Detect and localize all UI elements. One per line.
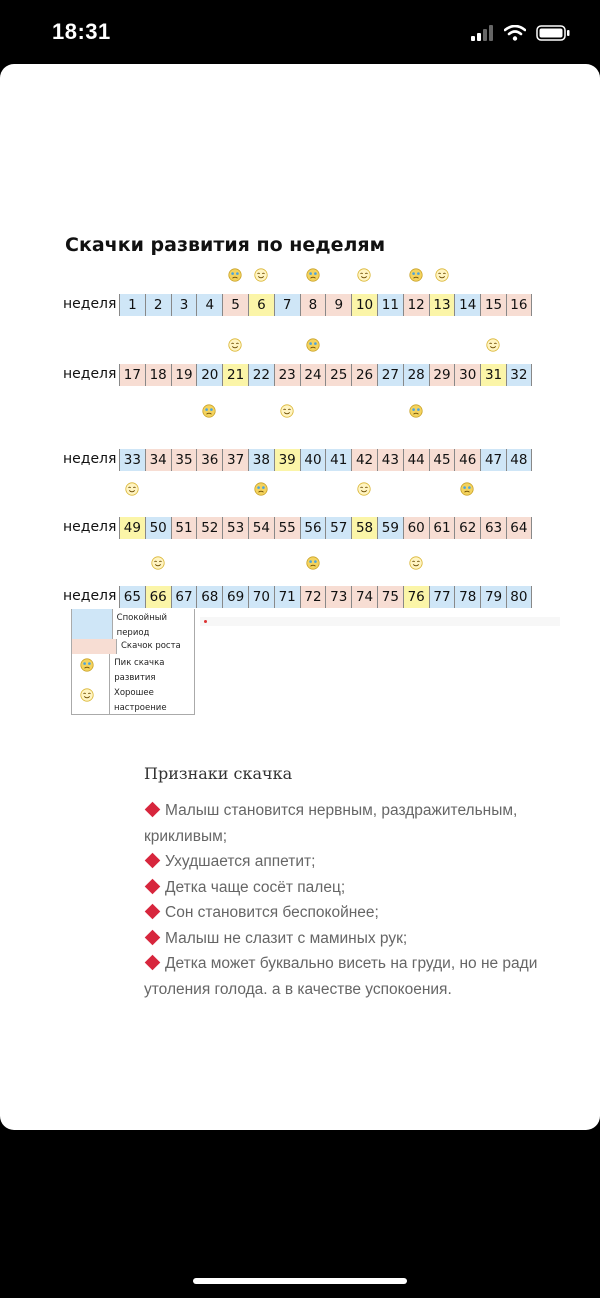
week-cell-28: 28 xyxy=(403,364,429,386)
crying-face-icon xyxy=(460,482,474,496)
week-cell-39: 39 xyxy=(274,449,300,471)
week-cell-65: 65 xyxy=(119,586,145,608)
status-icons xyxy=(470,22,570,44)
red-diamond-icon xyxy=(145,955,161,971)
battery-icon xyxy=(536,25,570,41)
sign-item xyxy=(144,926,564,952)
sign-text: Сон становится беспокойнее; xyxy=(165,904,379,921)
week-row-label: неделя xyxy=(63,366,117,382)
crying-face-icon xyxy=(306,338,320,352)
week-cell-57: 57 xyxy=(325,517,351,539)
week-cell-56: 56 xyxy=(300,517,326,539)
week-cell-60: 60 xyxy=(403,517,429,539)
week-cell-13: 13 xyxy=(429,294,455,316)
status-time: 18:31 xyxy=(52,19,111,44)
smiling-face-icon xyxy=(357,482,371,496)
week-cell-64: 64 xyxy=(506,517,532,539)
week-cell-46: 46 xyxy=(454,449,480,471)
smiling-face-icon xyxy=(357,268,371,282)
crying-face-icon xyxy=(306,556,320,570)
week-cell-41: 41 xyxy=(325,449,351,471)
smiling-face-icon xyxy=(254,268,268,282)
legend-growth-swatch xyxy=(72,639,117,654)
week-cell-73: 73 xyxy=(325,586,351,608)
week-cell-80: 80 xyxy=(506,586,532,608)
week-cell-20: 20 xyxy=(196,364,222,386)
week-cell-25: 25 xyxy=(325,364,351,386)
week-cell-79: 79 xyxy=(480,586,506,608)
week-cell-31: 31 xyxy=(480,364,506,386)
week-cells xyxy=(119,586,532,608)
week-cell-22: 22 xyxy=(248,364,274,386)
week-cell-47: 47 xyxy=(480,449,506,471)
legend-peak xyxy=(72,654,194,684)
legend-growth-label: Скачок роста xyxy=(121,641,181,651)
sign-text: Детка чаще сосёт палец; xyxy=(165,878,346,896)
week-row-label: неделя xyxy=(63,588,117,604)
week-cell-4: 4 xyxy=(196,294,222,316)
week-cell-14: 14 xyxy=(454,294,480,316)
crying-face-icon xyxy=(80,658,94,672)
week-cell-32: 32 xyxy=(506,364,532,386)
week-cell-16: 16 xyxy=(506,294,532,316)
week-cell-24: 24 xyxy=(300,364,326,386)
week-cell-19: 19 xyxy=(171,364,197,386)
smiling-face-icon xyxy=(409,556,423,570)
week-cells xyxy=(119,294,532,316)
red-diamond-icon xyxy=(145,929,161,945)
week-cell-75: 75 xyxy=(377,586,403,608)
sign-text: Малыш не слазит с маминых рук; xyxy=(165,929,408,947)
week-cell-35: 35 xyxy=(171,449,197,471)
week-cell-12: 12 xyxy=(403,294,429,316)
week-cells xyxy=(119,517,532,539)
week-cell-76: 76 xyxy=(403,586,429,608)
legend-calm xyxy=(72,609,194,639)
week-cell-10: 10 xyxy=(351,294,377,316)
week-cell-45: 45 xyxy=(429,449,455,471)
week-cell-3: 3 xyxy=(171,294,197,316)
signs-title: Признаки скачка xyxy=(144,764,293,783)
home-indicator[interactable] xyxy=(193,1278,407,1284)
week-cell-62: 62 xyxy=(454,517,480,539)
week-cell-68: 68 xyxy=(196,586,222,608)
week-cell-51: 51 xyxy=(171,517,197,539)
week-row xyxy=(63,586,583,608)
week-cell-5: 5 xyxy=(222,294,248,316)
legend-peak-label: Пик скачка развития xyxy=(114,658,165,683)
red-diamond-icon xyxy=(145,878,161,894)
smiling-face-icon xyxy=(280,404,294,418)
week-cell-21: 21 xyxy=(222,364,248,386)
red-diamond-icon xyxy=(145,802,161,818)
smiling-face-icon xyxy=(228,338,242,352)
smiling-face-icon xyxy=(435,268,449,282)
sign-item xyxy=(144,875,564,901)
week-cell-37: 37 xyxy=(222,449,248,471)
red-diamond-icon xyxy=(145,853,161,869)
week-cell-7: 7 xyxy=(274,294,300,316)
crying-face-icon xyxy=(409,268,423,282)
week-cell-40: 40 xyxy=(300,449,326,471)
week-cell-30: 30 xyxy=(454,364,480,386)
week-row xyxy=(63,449,583,471)
wifi-icon xyxy=(504,25,526,41)
week-cell-2: 2 xyxy=(145,294,171,316)
sign-text: Малыш становится нервным, раздражительным, крикливым; xyxy=(144,802,518,845)
week-cell-17: 17 xyxy=(119,364,145,386)
week-cell-52: 52 xyxy=(196,517,222,539)
legend-mood-label: Хорошее настроение xyxy=(114,688,167,713)
week-cell-54: 54 xyxy=(248,517,274,539)
week-cell-42: 42 xyxy=(351,449,377,471)
week-cell-44: 44 xyxy=(403,449,429,471)
week-cell-53: 53 xyxy=(222,517,248,539)
week-cell-58: 58 xyxy=(351,517,377,539)
legend-calm-swatch xyxy=(72,609,113,639)
week-cell-33: 33 xyxy=(119,449,145,471)
week-cell-69: 69 xyxy=(222,586,248,608)
week-cell-72: 72 xyxy=(300,586,326,608)
week-cell-29: 29 xyxy=(429,364,455,386)
legend-peak-swatch xyxy=(72,654,110,684)
sign-item xyxy=(144,951,564,1002)
faint-strip xyxy=(200,617,560,626)
week-cell-27: 27 xyxy=(377,364,403,386)
week-cell-61: 61 xyxy=(429,517,455,539)
red-diamond-icon xyxy=(145,904,161,920)
legend xyxy=(71,609,195,715)
week-row xyxy=(63,364,583,386)
week-cell-63: 63 xyxy=(480,517,506,539)
crying-face-icon xyxy=(306,268,320,282)
week-cell-38: 38 xyxy=(248,449,274,471)
crying-face-icon xyxy=(228,268,242,282)
smiling-face-icon xyxy=(80,688,94,702)
week-cell-36: 36 xyxy=(196,449,222,471)
legend-mood-swatch xyxy=(72,684,110,714)
smiling-face-icon xyxy=(151,556,165,570)
week-cell-6: 6 xyxy=(248,294,274,316)
week-cell-34: 34 xyxy=(145,449,171,471)
legend-calm-label: Спокойный период xyxy=(116,613,167,638)
week-cell-67: 67 xyxy=(171,586,197,608)
signs-list xyxy=(144,798,564,1002)
sign-item xyxy=(144,900,564,926)
content-card xyxy=(0,64,600,1130)
week-cell-66: 66 xyxy=(145,586,171,608)
week-cell-26: 26 xyxy=(351,364,377,386)
signal-icon xyxy=(470,25,494,41)
crying-face-icon xyxy=(254,482,268,496)
week-cell-1: 1 xyxy=(119,294,145,316)
week-row xyxy=(63,517,583,539)
week-cell-11: 11 xyxy=(377,294,403,316)
week-cell-70: 70 xyxy=(248,586,274,608)
sign-text: Ухудшается аппетит; xyxy=(165,853,316,870)
week-cells xyxy=(119,364,532,386)
week-cell-18: 18 xyxy=(145,364,171,386)
week-row-label: неделя xyxy=(63,451,117,467)
sign-item xyxy=(144,798,564,849)
status-bar xyxy=(0,0,600,64)
week-cell-71: 71 xyxy=(274,586,300,608)
week-row-label: неделя xyxy=(63,519,117,535)
smiling-face-icon xyxy=(125,482,139,496)
week-row-label: неделя xyxy=(63,296,117,312)
week-cells xyxy=(119,449,532,471)
week-cell-50: 50 xyxy=(145,517,171,539)
week-cell-43: 43 xyxy=(377,449,403,471)
week-cell-23: 23 xyxy=(274,364,300,386)
sign-text: Детка может буквально висеть на груди, но не ради утоления голода. а в качестве успокоения. xyxy=(144,955,538,998)
week-cell-48: 48 xyxy=(506,449,532,471)
crying-face-icon xyxy=(202,404,216,418)
smiling-face-icon xyxy=(486,338,500,352)
week-cell-49: 49 xyxy=(119,517,145,539)
week-cell-15: 15 xyxy=(480,294,506,316)
week-cell-55: 55 xyxy=(274,517,300,539)
crying-face-icon xyxy=(409,404,423,418)
chart-title: Скачки развития по неделям xyxy=(65,234,386,256)
week-cell-9: 9 xyxy=(325,294,351,316)
week-cell-78: 78 xyxy=(454,586,480,608)
week-cell-74: 74 xyxy=(351,586,377,608)
legend-growth xyxy=(72,639,194,654)
week-cell-8: 8 xyxy=(300,294,326,316)
sign-item xyxy=(144,849,564,875)
week-cell-59: 59 xyxy=(377,517,403,539)
week-cell-77: 77 xyxy=(429,586,455,608)
red-dot xyxy=(204,620,207,623)
legend-mood xyxy=(72,684,194,714)
week-row xyxy=(63,294,583,316)
